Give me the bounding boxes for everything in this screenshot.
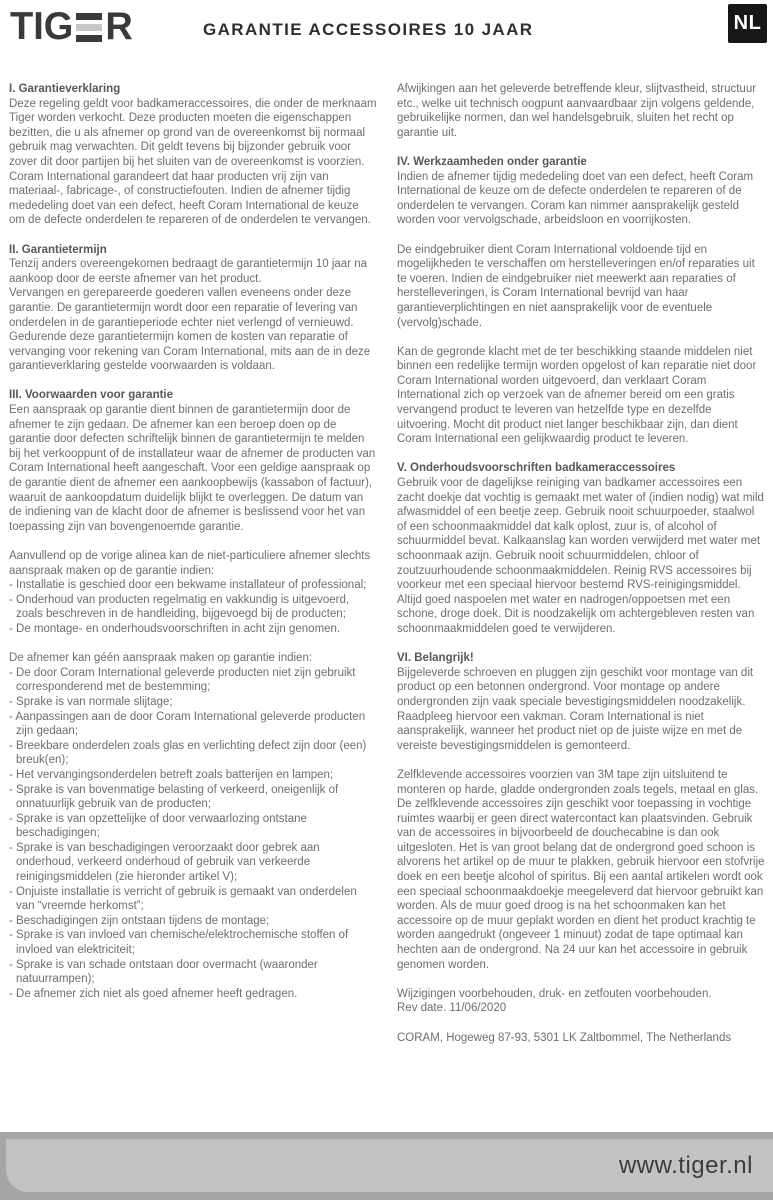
- exclusions-list: [9, 666, 377, 1002]
- section-1-paragraph: Deze regeling geldt voor badkameraccessoires, die onder de merknaam Tiger worden verkocht. Deze producten moeten die eigenschappen bezitten, die u als afnemer op grond van de overeenkomst bij normaal gebruik mag verwachten. Dit geldt tevens bij bijzonder gebruik voor zover dit door partijen bij het sluiten van de overeenkomst is voorzien. Coram International garandeert dat haar producten vrij zijn van materiaal-, fabricage-, of constructiefouten. Indien de afnemer tijdig mededeling doet van een defect, heeft Coram International de keuze om de defecte onderdelen te repareren of de onderdelen te vervangen.: [9, 97, 377, 227]
- section-6-paragraph: Bijgeleverde schroeven en pluggen zijn geschikt voor montage van dit product op een betonnen ondergrond. Voor montage op andere ondergronden zijn vaak speciale bevestigingsmiddelen noodzakelijk. Raadpleeg hiervoor een vakman. Coram International is niet aansprakelijk, wanneer het product niet op de juiste wijze en met de vereiste bevestigingsmiddelen is gemonteerd.: [397, 666, 754, 752]
- list-item: - Breekbare onderdelen zoals glas en verlichting defect zijn door (een) breuk(en);: [9, 739, 367, 767]
- section-5-heading: V. Onderhoudsvoorschriften badkameraccessoires: [397, 462, 676, 475]
- list-item: - Sprake is van schade ontstaan door overmacht (waaronder natuurrampen);: [9, 958, 318, 986]
- conditions-list: [9, 578, 377, 636]
- company-address: CORAM, Hogeweg 87-93, 5301 LK Zaltbommel, The Netherlands: [397, 1031, 732, 1044]
- section-3-paragraph: Een aanspraak op garantie dient binnen de garantietermijn door de afnemer te zijn gedaan. De afnemer kan een beroep doen op de garantie door defecten schriftelijk binnen de garantietermijn te melden bij het verkooppunt of de installateur waar de afnemer de producten van Coram International heeft aangeschaft. Voor een geldige aanspraak op de garantie dient de afnemer een aankoopbewijs (kassabon of factuur), waaruit de aankoopdatum duidelijk blijkt te overleggen. De datum van de indiening van de klacht door de afnemer is beslissend voor het van toepassing zijn van bovengenoemde garantie.: [9, 404, 376, 533]
- list-item: - Onjuiste installatie is verricht of gebruik is gemaakt van onderdelen van “vreemde herkomst”;: [9, 885, 357, 913]
- section-3-exclusions-intro: De afnemer kan géén aanspraak maken op garantie indien:: [9, 652, 313, 665]
- list-item: - Aanpassingen aan de door Coram International geleverde producten zijn gedaan;: [9, 710, 366, 738]
- section-5-paragraph: Gebruik voor de dagelijkse reiniging van badkamer accessoires een zacht doekje dat vochtig is gemaakt met water of (indien nodig) wat mild afwasmiddel of een beetje zeep. Gebruik nooit schuurpoeder, staalwol of een schoonmaakmiddel dat kalk oplost, zuur is, of alcohol of schuurmiddel bevat. Kalkaanslag kan worden verwijderd met water met schoonmaak azijn. Gebruik nooit schuurmiddelen, chloor of zoutzuurhoudende schoonmaakmiddelen. Reinig RVS accessoires bij voorkeur met een speciaal hiervoor bestemd RVS-reinigingsmiddel. Altijd goed naspoelen met water en nadrogen/oppoetsen met een schone, droge doek. Dit is noodzakelijk om achtergebleven resten van schoonmaakmiddelen goed te verwijderen.: [397, 477, 764, 635]
- footer-inner-bar: [6, 1139, 773, 1192]
- section-2-paragraph: Tenzij anders overeengekomen bedraagt de garantietermijn 10 jaar na aankoop door de eerste afnemer van het product.: [9, 258, 368, 285]
- list-item: - Beschadigingen zijn ontstaan tijdens de montage;: [9, 914, 270, 927]
- section-4-heading: IV. Werkzaamheden onder garantie: [397, 155, 587, 168]
- footer-bar: [0, 1132, 773, 1200]
- section-2-paragraph: Vervangen en gerepareerde goederen vallen eveneens onder deze garantie. De garantietermijn wordt door een reparatie of levering van onderdelen in de garantieperiode echter niet verlengd of vernieuwd.: [9, 287, 358, 329]
- list-item: - Sprake is van bovenmatige belasting of verkeerd, oneigenlijk of onnatuurlijk gebruik van de producten;: [9, 783, 339, 811]
- tiger-logo-text-right: R: [105, 5, 133, 49]
- list-item: - De afnemer zich niet als goed afnemer heeft gedragen.: [9, 987, 298, 1000]
- section-4-paragraph: Indien de afnemer tijdig mededeling doet van een defect, heeft Coram International de keuze om de defecte onderdelen te repareren of de onderdelen te vervangen. Coram kan nimmer aansprakelijk gesteld worden voor vervolgschade, arbeidsloon en voorrijkosten.: [397, 170, 754, 227]
- right-column: [397, 82, 765, 1045]
- section-3-list-intro: Aanvullend op de vorige alinea kan de niet-particuliere afnemer slechts aanspraak maken op de garantie indien:: [9, 550, 371, 577]
- tiger-logo-text-left: TIG: [10, 5, 74, 49]
- revision-date: Rev date. 11/06/2020: [397, 1002, 507, 1015]
- section-6-heading: VI. Belangrijk!: [397, 652, 474, 665]
- disclaimer-line: Wijzigingen voorbehouden, druk- en zetfouten voorbehouden.: [397, 987, 712, 1000]
- list-item: - Het vervangingsonderdelen betreft zoals batterijen en lampen;: [9, 768, 334, 781]
- website-link[interactable]: www.tiger.nl: [618, 1151, 753, 1179]
- left-column: [9, 82, 377, 1001]
- section-2-paragraph: Gedurende deze garantietermijn komen de kosten van reparatie of vervanging voor rekening van Coram International, mits aan de in deze garantieverklaring gestelde voorwaarden is voldaan.: [9, 331, 371, 373]
- section-3-heading: III. Voorwaarden voor garantie: [9, 389, 174, 402]
- list-item: - Sprake is van beschadigingen veroorzaakt door gebrek aan onderhoud, verkeerd onderhoud of gebruik van verkeerde reinigingsmiddelen (zie hieronder artikel V);: [9, 841, 320, 884]
- section-2-heading: II. Garantietermijn: [9, 243, 107, 256]
- list-item: - De montage- en onderhoudsvoorschriften in acht zijn genomen.: [9, 622, 341, 635]
- section-6-paragraph: Zelfklevende accessoires voorzien van 3M tape zijn uitsluitend te monteren op harde, gladde ondergronden zoals tegels, metaal en glas. De zelfklevende accessoires zijn geschikt voor toepassing in vochtige ruimtes waarbij er geen direct watercontact kan plaatsvinden. Gebruik van de accessoires in bijvoorbeeld de douchecabine is dan ook uitgesloten. Het is van groot belang dat de ondergrond goed schoon is alvorens het artikel op de muur te plakken, gebruik hiervoor een stofvrije doek en een beetje alcohol of spiritus. Bij een aantal artikelen wordt ook een speciaal schoonmaakdoekje meegeleverd dat hiervoor gebruikt kan worden. Als de muur goed droog is na het schoonmaken kan het accessoire op de muur geplakt worden en dient het product krachtig te worden aangedrukt (ongeveer 1 minuut) zodat de tape optimaal kan hechten aan de ondergrond. Na 24 uur kan het accessoire in gebruik genomen worden.: [397, 768, 765, 971]
- deviations-paragraph: Afwijkingen aan het geleverde betreffende kleur, slijtvastheid, structuur etc., welke uit technisch oogpunt aanvaardbaar zijn volgens geldende, gebruikelijke normen, dan wel handelsgebruik, sluiten het recht op garantie uit.: [397, 83, 757, 139]
- list-item: - De door Coram International geleverde producten niet zijn gebruikt corresponderend met de bestemming;: [9, 666, 356, 694]
- list-item: - Sprake is van invloed van chemische/elektrochemische stoffen of invloed van elektriciteit;: [9, 929, 349, 957]
- page-title: GARANTIE ACCESSOIRES 10 JAAR: [203, 20, 534, 39]
- language-badge: NL: [728, 4, 767, 43]
- section-4-paragraph: Kan de gegronde klacht met de ter beschikking staande middelen niet binnen een redelijke termijn worden opgelost of kan reparatie niet door Coram International worden uitgevoerd, dan verklaart Coram International zich op verzoek van de afnemer bereid om een gratis vervangend product te leveren van hetzelfde type en dezelfde uitvoering. Mocht dit product niet langer beschikbaar zijn, dan dient Coram International een gelijkwaardig product te leveren.: [397, 345, 757, 446]
- list-item: - Onderhoud van producten regelmatig en vakkundig is uitgevoerd, zoals beschreven in de handleiding, bijgevoegd bij de producten;: [9, 593, 350, 621]
- section-1-heading: I. Garantieverklaring: [9, 83, 121, 95]
- list-item: - Installatie is geschied door een bekwame installateur of professional;: [9, 579, 367, 592]
- section-4-paragraph: De eindgebruiker dient Coram International voldoende tijd en mogelijkheden te verschaffen om herstelleveringen en/of reparaties uit te voeren. Indien de eindgebruiker niet meewerkt aan reparaties of herstelleveringen, is Coram International bevrijd van haar garantieverplichtingen en niet aansprakelijk voor de eventuele (vervolg)schade.: [397, 243, 755, 329]
- tiger-logo: [10, 6, 160, 48]
- list-item: - Sprake is van normale slijtage;: [9, 695, 173, 708]
- tiger-logo-e-icon: [76, 13, 102, 42]
- list-item: - Sprake is van opzettelijke of door verwaarlozing ontstane beschadigingen;: [9, 812, 307, 840]
